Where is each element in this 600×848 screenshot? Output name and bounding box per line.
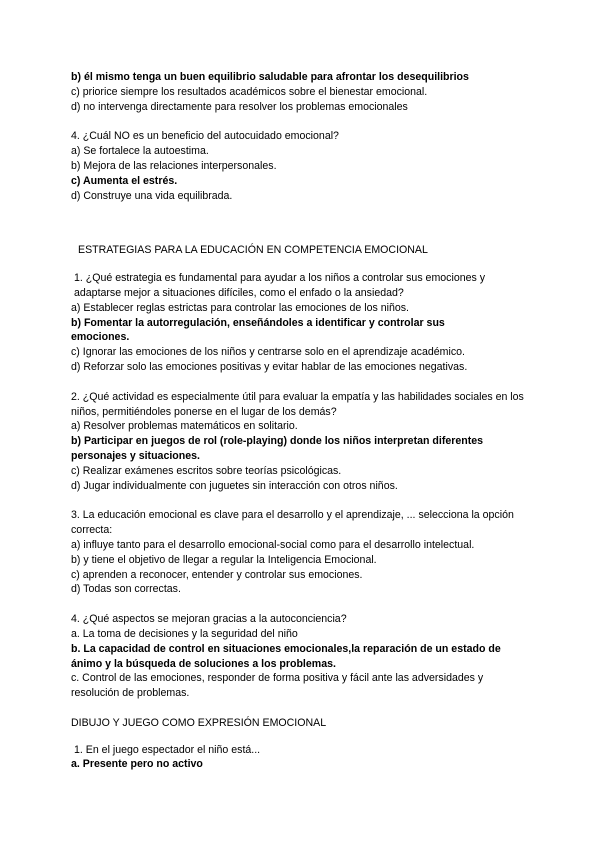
question-text: 4. ¿Qué aspectos se mejoran gracias a la autoconciencia? bbox=[71, 613, 347, 626]
option-b-correct: b. La capacidad de control en situaciones emocionales,la reparación de un estado de ánimo y la búsqueda de soluciones a los problemas. bbox=[71, 642, 501, 670]
question-text: 1. ¿Qué estrategia es fundamental para ayudar a los niños a controlar sus emociones y adaptarse mejor a situaciones difíciles, como el enfado o la ansiedad? bbox=[74, 272, 486, 299]
option-c: c) Ignorar las emociones de los niños y centrarse solo en el aprendizaje académico. bbox=[71, 346, 465, 359]
option-c: c) Realizar exámenes escritos sobre teorías psicológicas. bbox=[71, 464, 342, 477]
question-text: 4. ¿Cuál NO es un beneficio del autocuidado emocional? bbox=[71, 130, 339, 143]
question-block-autocuidado bbox=[71, 129, 531, 203]
option-a: a. La toma de decisiones y la seguridad del niño bbox=[71, 627, 298, 640]
question-block-4 bbox=[71, 612, 531, 701]
question-block-1 bbox=[71, 271, 531, 375]
option-a: a) Resolver problemas matemáticos en solitario. bbox=[71, 420, 298, 433]
option-d: d) Reforzar solo las emociones positivas y evitar hablar de las emociones negativas. bbox=[71, 360, 468, 373]
option-b: b) y tiene el objetivo de llegar a regular la Inteligencia Emocional. bbox=[71, 553, 377, 566]
answer-block-previous bbox=[71, 70, 531, 114]
option-d: d) no intervenga directamente para resolver los problemas emocionales bbox=[71, 100, 408, 113]
option-c-correct: c) Aumenta el estrés. bbox=[71, 174, 178, 187]
question-text: 1. En el juego espectador el niño está... bbox=[74, 743, 261, 756]
option-b-correct: b) Fomentar la autorregulación, enseñándoles a identificar y controlar sus emociones. bbox=[71, 316, 445, 344]
question-block-3 bbox=[71, 508, 531, 597]
question-block-juego bbox=[71, 743, 531, 773]
section-heading-dibujo-juego: DIBUJO Y JUEGO COMO EXPRESIÓN EMOCIONAL bbox=[71, 716, 327, 729]
option-d: d) Jugar individualmente con juguetes sin interacción con otros niños. bbox=[71, 479, 398, 492]
option-b-correct: b) él mismo tenga un buen equilibrio saludable para afrontar los desequilibrios bbox=[71, 71, 469, 83]
option-a-correct: a. Presente pero no activo bbox=[71, 758, 203, 771]
question-text: 3. La educación emocional es clave para el desarrollo y el aprendizaje, ... selecciona la opción correcta: bbox=[71, 509, 514, 537]
question-block-2 bbox=[71, 390, 531, 494]
option-d: d) Todas son correctas. bbox=[71, 583, 181, 596]
question-text: 2. ¿Qué actividad es especialmente útil para evaluar la empatía y las habilidades sociales en los niños, permitiéndoles ponerse en el lugar de los demás? bbox=[71, 390, 524, 418]
option-a: a) Establecer reglas estrictas para controlar las emociones de los niños. bbox=[71, 301, 409, 314]
option-a: a) influye tanto para el desarrollo emocional-social como para el desarrollo intelectual. bbox=[71, 538, 475, 551]
document-page bbox=[71, 70, 531, 772]
option-c: c) aprenden a reconocer, entender y controlar sus emociones. bbox=[71, 568, 363, 581]
option-b-correct: b) Participar en juegos de rol (role-playing) donde los niños interpretan diferentes personajes y situaciones. bbox=[71, 435, 484, 462]
option-d: d) Construye una vida equilibrada. bbox=[71, 189, 233, 202]
option-b: b) Mejora de las relaciones interpersonales. bbox=[71, 159, 277, 172]
option-a: a) Se fortalece la autoestima. bbox=[71, 145, 209, 158]
section-heading-estrategias: ESTRATEGIAS PARA LA EDUCACIÓN EN COMPETENCIA EMOCIONAL bbox=[78, 244, 428, 257]
option-c: c. Control de las emociones, responder de forma positiva y fácil ante las adversidades y resolución de problemas. bbox=[71, 672, 484, 700]
option-c: c) priorice siempre los resultados académicos sobre el bienestar emocional. bbox=[71, 85, 428, 98]
